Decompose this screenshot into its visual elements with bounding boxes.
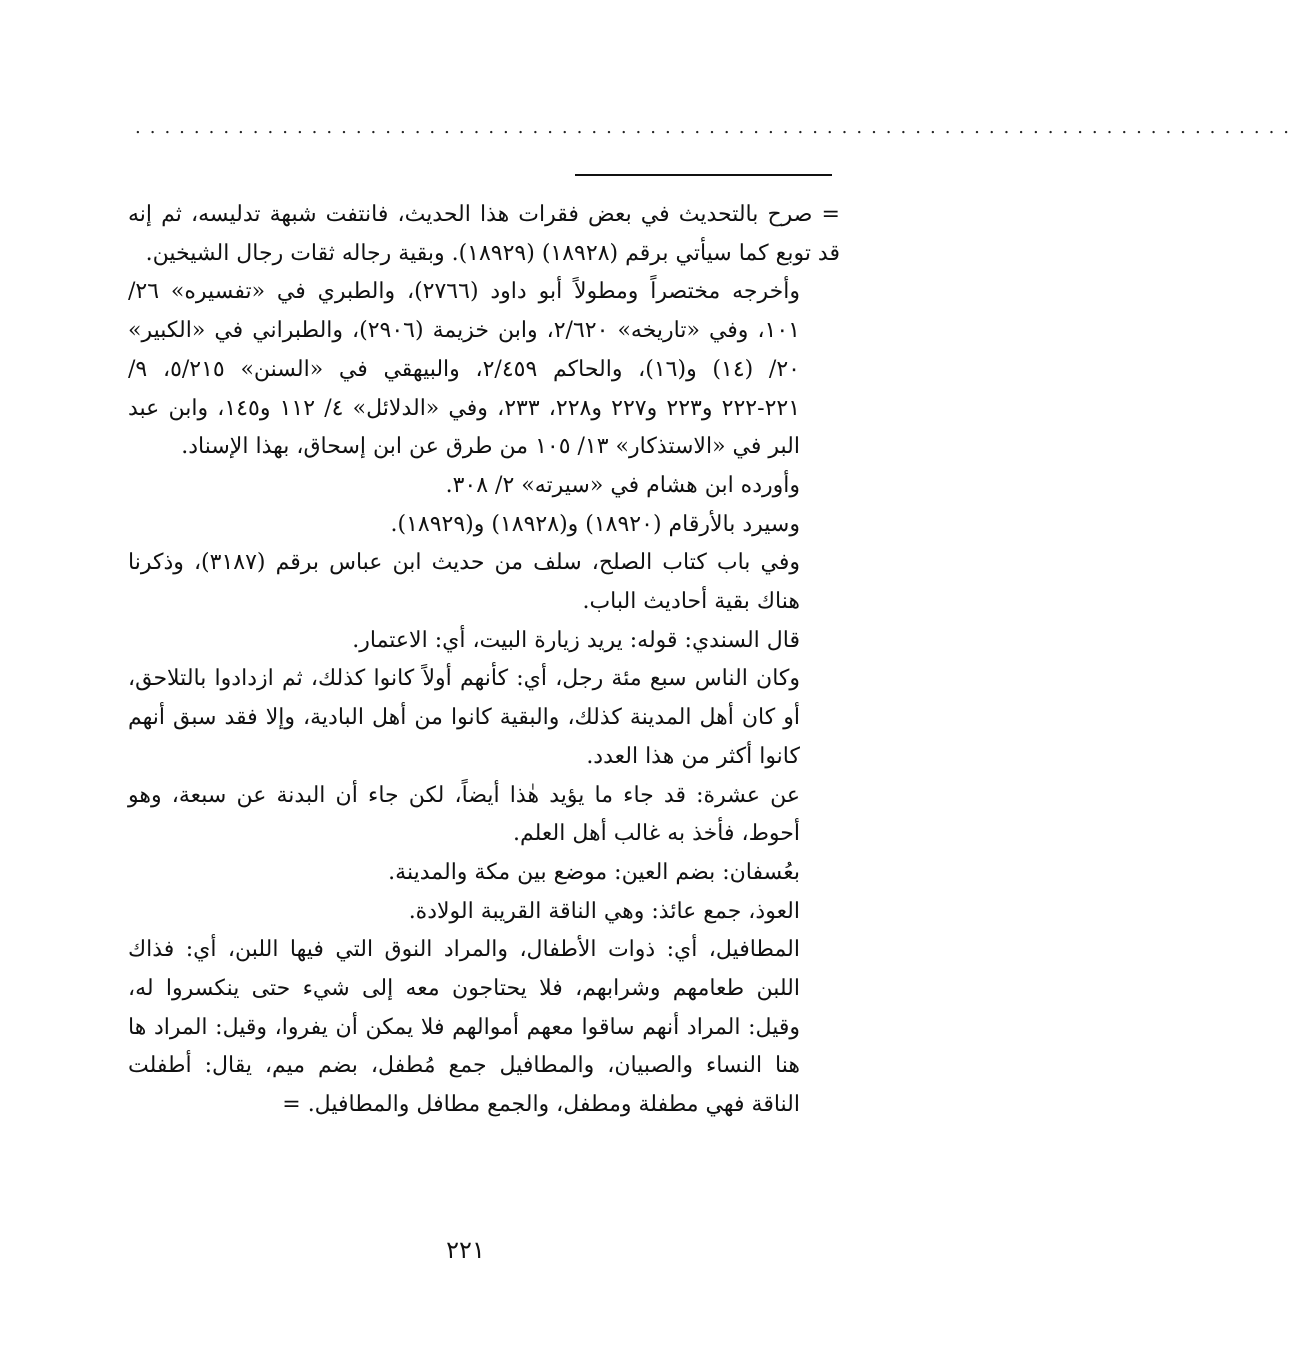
paragraph: = صرح بالتحديث في بعض فقرات هذا الحديث، فانتفت شبهة تدليسه، ثم إنه قد توبع كما سيأتي برقم (١٨٩٢٨) (١٨٩٢٩). وبقية رجاله ثقات رجال الشيخين. — [128, 202, 840, 266]
paragraph: قال السندي: قوله: يريد زيارة البيت، أي: الاعتمار. — [352, 627, 800, 653]
footnote-text — [128, 196, 840, 1125]
paragraph: وأورده ابن هشام في «سيرته» ٢/ ٣٠٨. — [445, 472, 800, 498]
paragraph: وكان الناس سبع مئة رجل، أي: كأنهم أولاً كانوا كذلك، ثم ازدادوا بالتلاحق، أو كان أهل المدينة كذلك، والبقية كانوا من أهل البادية، وإلا فقد سبق أنهم كانوا أكثر من هذا العدد. — [128, 666, 800, 769]
paragraph: عن عشرة: قد جاء ما يؤيد هٰذا أيضاً، لكن جاء أن البدنة عن سبعة، وهو أحوط، فأخذ به غالب أهل العلم. — [128, 782, 800, 847]
footnote-rule — [575, 174, 832, 176]
paragraph: وسيرد بالأرقام (١٨٩٢٠) و(١٨٩٢٨) و(١٨٩٢٩). — [390, 511, 800, 537]
paragraph: بعُسفان: بضم العين: موضع بين مكة والمدينة. — [388, 859, 800, 885]
dotted-separator: ............................................................................... — [135, 117, 1298, 138]
paragraph: المطافيل، أي: ذوات الأطفال، والمراد النوق التي فيها اللبن، أي: فذاك اللبن طعامهم وشرابهم، فلا يحتاجون معه إلى شيء حتى ينكسروا له، وقيل: المراد أنهم ساقوا معهم أموالهم فلا يمكن أن يفروا، وقيل: المراد ها هنا النساء والصبيان، والمطافيل جمع مُطفل، بضم ميم، يقال: أطفلت الناقة فهي مطفلة ومطفل، والجمع مطافل والمطافيل. = — [128, 937, 800, 1118]
page-number: ٢٢١ — [446, 1236, 485, 1264]
paragraph: العوذ، جمع عائذ: وهي الناقة القريبة الولادة. — [408, 898, 800, 924]
paragraph: وفي باب كتاب الصلح، سلف من حديث ابن عباس برقم (٣١٨٧)، وذكرنا هناك بقية أحاديث الباب. — [128, 550, 800, 615]
paragraph: وأخرجه مختصراً ومطولاً أبو داود (٢٧٦٦)، والطبري في «تفسيره» ٢٦/ ١٠١، وفي «تاريخه» ٢/٦٢٠، وابن خزيمة (٢٩٠٦)، والطبراني في «الكبير» ٢٠/ (١٤) و(١٦)، والحاكم ٢/٤٥٩، والبيهقي في «السنن» ٥/٢١٥، ٩/ ٢٢١-٢٢٢ و٢٢٣ و٢٢٧ و٢٢٨، ٢٣٣، وفي «الدلائل» ٤/ ١١٢ و١٤٥، وابن عبد البر في «الاستذكار» ١٣/ ١٠٥ من طرق عن ابن إسحاق، بهذا الإسناد. — [128, 279, 801, 460]
